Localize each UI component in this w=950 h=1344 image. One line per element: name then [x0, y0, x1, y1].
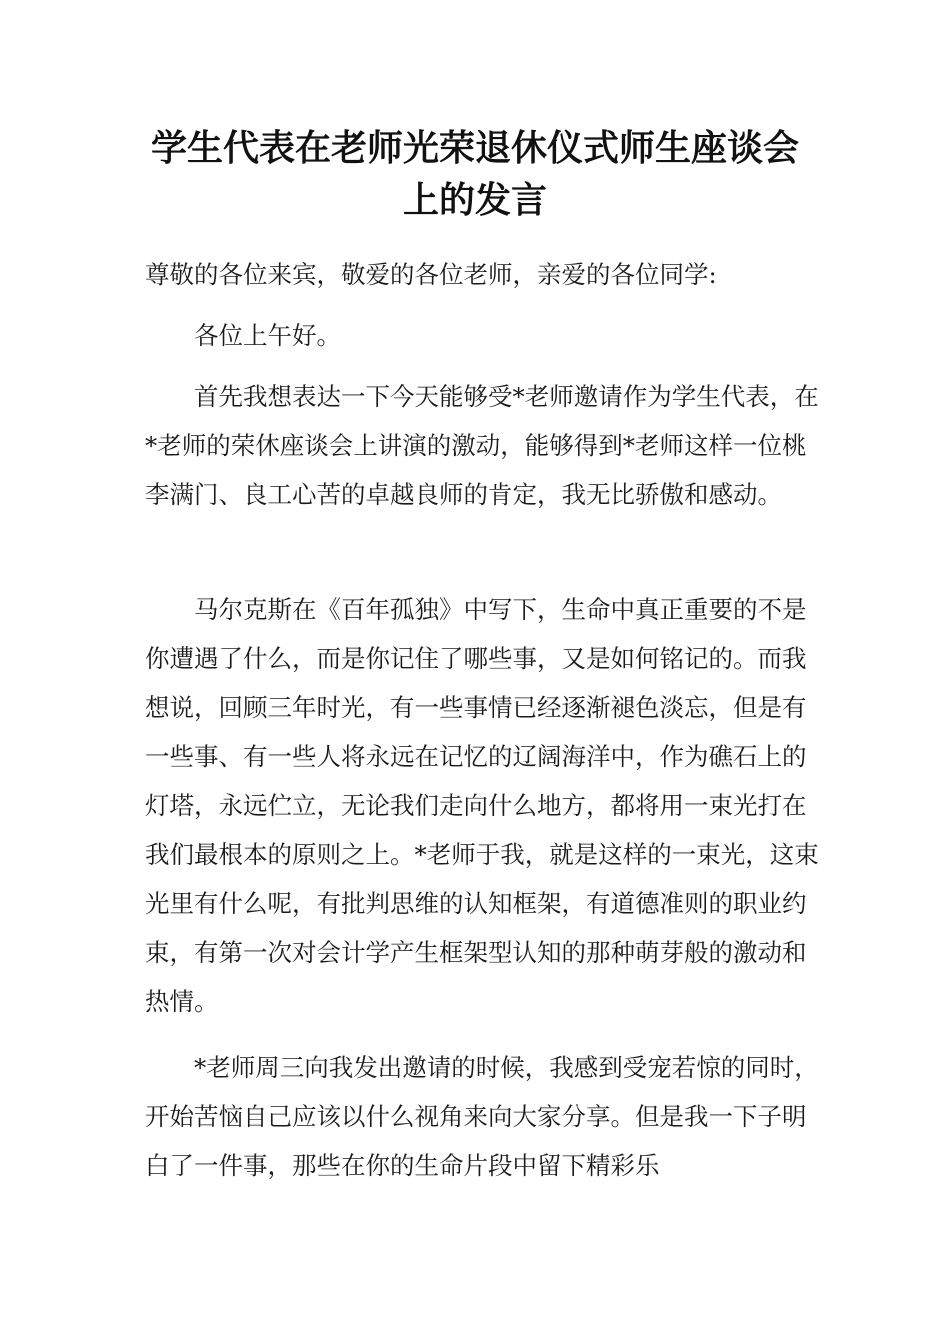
paragraph-gratitude: 首先我想表达一下今天能够受*老师邀请作为学生代表，在*老师的荣休座谈会上讲演的激动，能够得到*老师这样一位桃李满门、良工心苦的卓越良师的肯定，我无比骄傲和感动。	[145, 382, 819, 509]
paragraph-greeting: 各位上午好。	[194, 321, 341, 350]
paragraph-invitation: *老师周三向我发出邀请的时候，我感到受宠若惊的同时，开始苦恼自己应该以什么视角来向大家分享。但是我一下子明白了一件事，那些在你的生命片段中留下精彩乐	[145, 1053, 819, 1180]
document-title-line-1: 学生代表在老师光荣退休仪式师生座谈会	[150, 127, 799, 169]
paragraph-memory: 马尔克斯在《百年孤独》中写下，生命中真正重要的不是你遭遇了什么，而是你记住了哪些事，又是如何铭记的。而我想说，回顾三年时光，有一些事情已经逐渐褪色淡忘，但是有一些事、有一些人将永远在记忆的辽阔海洋中，作为礁石上的灯塔，永远伫立，无论我们走向什么地方，都将用一束光打在我们最根本的原则之上。*老师于我，就是这样的一束光，这束光里有什么呢，有批判思维的认知框架，有道德准则的职业约束，有第一次对会计学产生框架型认知的那种萌芽般的激动和热情。	[145, 595, 819, 1016]
document-title-line-2: 上的发言	[402, 179, 547, 221]
salutation: 尊敬的各位来宾，敬爱的各位老师，亲爱的各位同学:	[145, 260, 717, 289]
